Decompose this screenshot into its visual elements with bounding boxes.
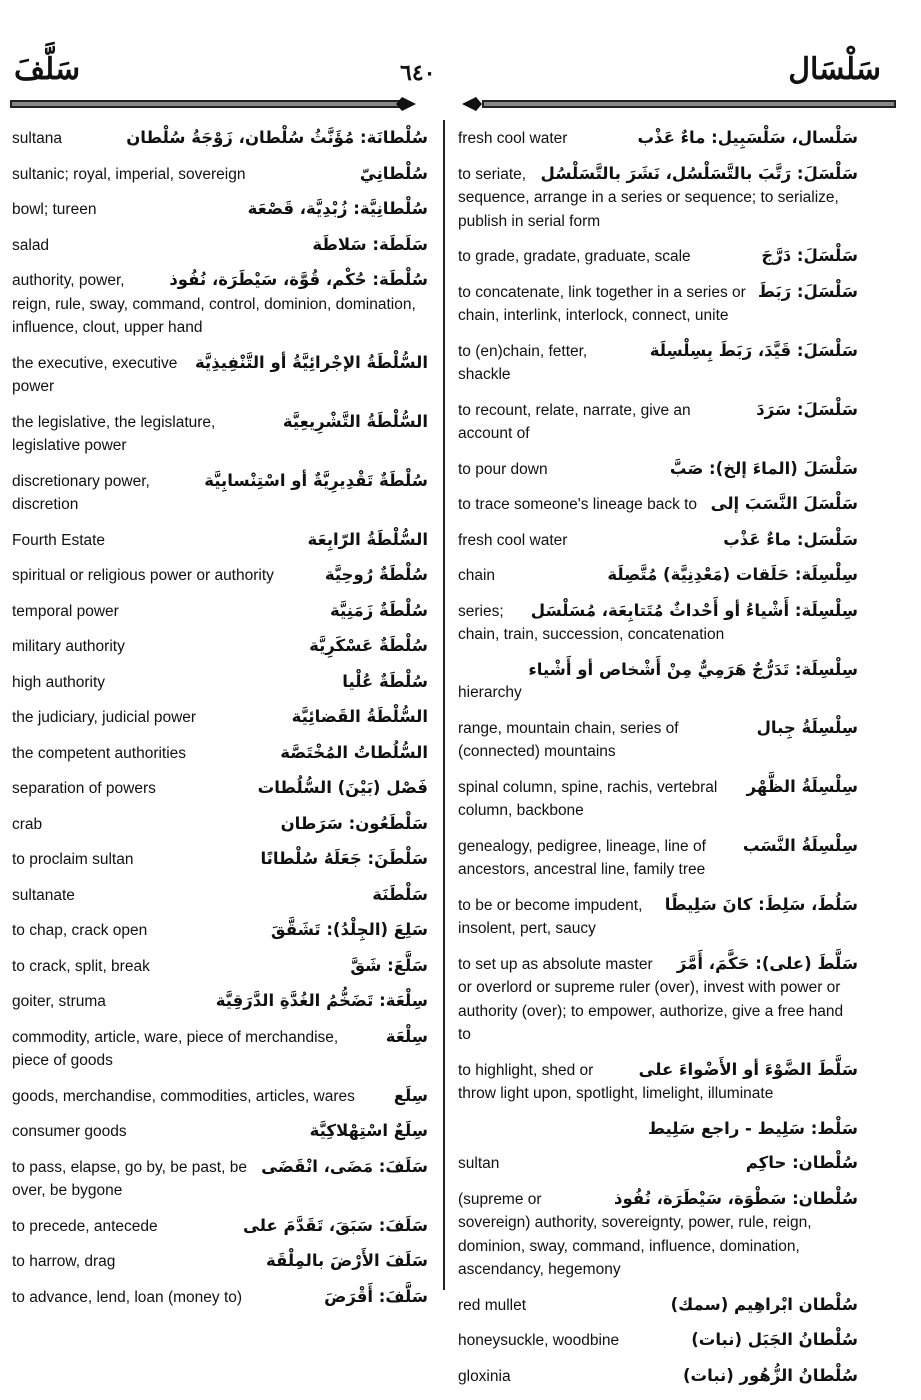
dictionary-entry (458, 529, 858, 553)
english-definition: series; chain, train, succession, concatenation (458, 602, 725, 643)
arabic-headword: سَلْسال، سَلْسَبِيل: ماءٌ عَذْب (637, 128, 858, 147)
arabic-headword: سِلْسِلَة: أَشْياءُ أو أَحْداثٌ مُتَتابِعَة، مُسَلْسَل (530, 600, 858, 620)
page-header (0, 0, 921, 120)
english-definition: gloxinia (458, 1367, 511, 1385)
english-definition: to crack, split, break (12, 957, 150, 975)
english-definition: sultan (458, 1155, 500, 1172)
arabic-headword: سَلْسَلَ: رَبَطَ (757, 281, 858, 301)
english-definition: high authority (12, 673, 106, 691)
dictionary-entry (12, 990, 428, 1014)
dictionary-entry (458, 1365, 858, 1389)
english-definition: to pass, elapse, go by, be past, be over, be bygone (12, 1158, 247, 1199)
english-definition: military authority (12, 638, 125, 655)
left-column (12, 127, 428, 1321)
dictionary-entry (458, 953, 858, 1047)
arabic-headword: سِلْسِلَةُ الظَّهْر (746, 776, 858, 796)
dictionary-entry (12, 884, 428, 908)
arabic-headword: سَلَطَة: سَلاطَة (312, 234, 428, 254)
arabic-headword: سَلْسَلَ: رَتَّبَ بالتَّسَلْسُل، نَشَرَ بالتَّسَلْسُل (540, 163, 858, 183)
english-definition: crab (12, 815, 43, 833)
arabic-headword: سُلْطَةٌ عَسْكَرِيَّة (309, 636, 428, 655)
arabic-headword: سُلْطانِيّ (359, 163, 428, 183)
dictionary-entry (12, 127, 428, 151)
english-definition: separation of powers (12, 780, 156, 797)
english-definition: bowl; tureen (12, 201, 97, 218)
english-definition: (supreme or sovereign) authority, sovereignty, power, rule, reign, dominion, sway, command, influence, domination, ascendancy, hegemony (458, 1190, 812, 1278)
arabic-headword: سُلْطان: حاكِم (745, 1153, 858, 1172)
arabic-headword: سَلَّطَ الضَّوْءَ أو الأَضْواءَ على (638, 1059, 858, 1079)
dictionary-entry (458, 1188, 858, 1282)
english-definition: sultanate (12, 886, 75, 904)
arabic-headword: السُّلُطاتُ المُخْتَصَّة (280, 742, 428, 762)
arabic-headword: سَلْسَل: ماءٌ عَذْب (723, 529, 858, 549)
english-definition: to recount, relate, narrate, give an account of (458, 401, 691, 442)
arabic-headword: سِلْسِلَةُ جِبال (756, 717, 858, 737)
arabic-headword: سِلْسِلَة: تَدَرُّجٌ هَرَمِيٌّ مِنْ أَشْخاص أو أَشْياء (528, 659, 858, 679)
arabic-headword: سَلْسَلَ: سَرَدَ (756, 399, 858, 419)
english-definition: to set up as absolute master or overlord or supreme ruler (over), invest with power or authority (over); to empower, authorize, give a free hand to (458, 955, 844, 1043)
arabic-headword: سُلْطانَة: مُؤَنَّثُ سُلْطان، زَوْجَةُ سُلْطان (126, 128, 428, 147)
dictionary-entry (458, 600, 858, 647)
dictionary-entry (12, 163, 428, 187)
left-running-headword: سَلَّفَ (14, 52, 81, 87)
english-definition: to proclaim sultan (12, 851, 134, 868)
arabic-headword: سُلْطان: سَطْوَة، سَيْطَرَة، نُفُوذ (614, 1188, 858, 1208)
arabic-headword: سَلَّعَ: شَقَّ (350, 955, 428, 975)
english-definition: chain (458, 567, 496, 584)
dictionary-entry (12, 1085, 428, 1109)
dictionary-entry (458, 835, 858, 882)
arabic-headword: سِلَع (393, 1085, 428, 1105)
arabic-headword: سُلْطانُ الزُّهُور (نبات) (683, 1365, 858, 1385)
english-definition: to trace someone's lineage back to (458, 496, 698, 513)
dictionary-entry (12, 1250, 428, 1274)
english-definition: fresh cool water (458, 531, 568, 549)
arabic-headword: سُلْطَةٌ عُلْيا (342, 671, 428, 691)
dictionary-entry (458, 340, 858, 387)
english-definition: to pour down (458, 460, 548, 478)
arabic-headword: سُلْطَةٌ رُوحِيَّة (324, 565, 428, 584)
dictionary-entry (12, 777, 428, 801)
dictionary-entry (458, 659, 858, 705)
english-definition: fresh cool water (458, 130, 568, 147)
dictionary-entry (458, 281, 858, 328)
english-definition: to seriate, sequence, arrange in a series or sequence; to serialize, publish in serial form (458, 165, 839, 230)
english-definition: to grade, gradate, graduate, scale (458, 248, 691, 265)
english-definition: to concatenate, link together in a series or chain, interlink, interlock, connect, unite (458, 283, 746, 324)
dictionary-entry (458, 163, 858, 234)
dictionary-entry (12, 411, 428, 458)
english-definition: to chap, crack open (12, 922, 148, 939)
dictionary-entry (12, 198, 428, 222)
arabic-headword: سُلْطَة: حُكْم، قُوَّة، سَيْطَرَة، نُفُوذ (169, 270, 428, 289)
arabic-headword: سَلْطَنَة (372, 884, 428, 904)
dictionary-entry (458, 564, 858, 588)
arabic-headword: سَلُطَ، سَلِطَ: كانَ سَلِيطًا (664, 894, 858, 914)
arabic-headword: سَلِعَ (الجِلْدُ): تَشَقَّقَ (270, 920, 428, 939)
dictionary-entry (12, 470, 428, 517)
arabic-headword: السُّلْطَةُ الإجْرائِيَّةُ أو التَّنْفِيذِيَّة (195, 352, 428, 372)
dictionary-entry (458, 894, 858, 941)
arabic-headword: السُّلْطَةُ التَّشْرِيعِيَّة (282, 411, 428, 431)
english-definition: temporal power (12, 602, 119, 620)
dictionary-entry (12, 671, 428, 695)
english-definition: the judiciary, judicial power (12, 709, 197, 726)
arabic-headword: السُّلْطَةُ الرّابِعَة (307, 529, 428, 549)
dictionary-entry (12, 1215, 428, 1239)
english-definition: to precede, antecede (12, 1217, 158, 1235)
english-definition: goiter, struma (12, 993, 106, 1010)
arabic-headword: سُلْطان ابْراهِيم (سمك) (670, 1294, 858, 1314)
english-definition: to highlight, shed or throw light upon, spotlight, limelight, illuminate (458, 1061, 774, 1102)
arabic-headword: سِلْعَة (385, 1026, 428, 1046)
arabic-headword: سَلْط: سَلِيط - راجع سَلِيط (647, 1118, 858, 1138)
dictionary-entry (458, 493, 858, 517)
english-definition: honeysuckle, woodbine (458, 1332, 620, 1349)
arabic-headword: سَلْطَعُون: سَرَطان (280, 813, 428, 833)
english-definition: red mullet (458, 1296, 527, 1314)
dictionary-entry (12, 269, 428, 340)
dictionary-entry (12, 234, 428, 258)
arabic-headword: سُلْطانُ الجَبَل (نبات) (691, 1330, 858, 1349)
arabic-headword: السُّلْطَةُ القَضائِيَّة (291, 707, 428, 726)
dictionary-entry (12, 919, 428, 943)
english-definition: hierarchy (458, 684, 522, 701)
arabic-headword: سَلَفَ: مَضَى، انْقَضَى (261, 1156, 428, 1176)
english-definition: to harrow, drag (12, 1253, 116, 1270)
dictionary-entry (12, 1156, 428, 1203)
arabic-headword: سِلْسِلَةُ النَّسَب (742, 835, 858, 855)
arabic-headword: سَلَفَ الأَرْضَ بالمِلْقَة (265, 1251, 428, 1270)
arabic-headword: سَلَّطَ (على): حَكَّمَ، أَمَّرَ (676, 953, 858, 973)
english-definition: spiritual or religious power or authority (12, 567, 274, 584)
english-definition: to be or become impudent, insolent, pert, saucy (458, 896, 643, 937)
arabic-headword: سِلَعٌ اسْتِهْلاكِيَّة (309, 1121, 428, 1140)
dictionary-entry (12, 848, 428, 872)
right-column (458, 127, 858, 1400)
english-definition: genealogy, pedigree, lineage, line of ancestors, ancestral line, family tree (458, 837, 706, 878)
dictionary-entry (458, 776, 858, 823)
english-definition: the legislative, the legislature, legislative power (12, 413, 216, 454)
arabic-headword: سَلَفَ: سَبَقَ، تَقَدَّمَ على (243, 1215, 428, 1235)
arabic-headword: سُلْطَةٌ تَقْدِيرِيَّةٌ أو اسْتِنْسابِيَّة (204, 470, 428, 490)
dictionary-entry (458, 458, 858, 482)
arabic-headword: سَلَّفَ: أَقْرَضَ (324, 1286, 428, 1306)
english-definition: Fourth Estate (12, 531, 106, 549)
arabic-headword: سُلْطَةٌ زَمَنِيَّة (330, 600, 428, 620)
dictionary-entry (458, 399, 858, 446)
english-definition: authority, power, reign, rule, sway, command, control, dominion, domination, influence, clout, upper hand (12, 272, 416, 336)
dictionary-entry (12, 742, 428, 766)
dictionary-entry (458, 1152, 858, 1176)
arabic-headword: سَلْسَلَ: دَرَّجَ (761, 246, 858, 265)
decorative-rule-right (462, 97, 896, 111)
english-definition: goods, merchandise, commodities, articles, wares (12, 1087, 355, 1105)
english-definition: sultanic; royal, imperial, sovereign (12, 165, 246, 183)
dictionary-entry (458, 1329, 858, 1353)
dictionary-entry (12, 600, 428, 624)
arabic-headword: سَلْسَلَ: قَيَّدَ، رَبَطَ بِسِلْسِلَة (649, 340, 858, 360)
english-definition: to advance, lend, loan (money to) (12, 1288, 243, 1306)
dictionary-entry (12, 706, 428, 730)
arabic-headword: سَلْسَلَ النَّسَبَ إلى (710, 494, 858, 513)
dictionary-entry (458, 245, 858, 269)
dictionary-entry (458, 1294, 858, 1318)
dictionary-entry (12, 564, 428, 588)
dictionary-entry (12, 1286, 428, 1310)
dictionary-entry (12, 352, 428, 399)
english-definition: the executive, executive power (12, 354, 178, 395)
english-definition: range, mountain chain, series of (connected) mountains (458, 719, 679, 760)
arabic-headword: سُلْطانِيَّة: زُبْدِيَّة، قَصْعَة (247, 199, 428, 218)
dictionary-entry (458, 1059, 858, 1106)
arabic-headword: سِلْعَة: تَضَخُّمُ الغُدَّةِ الدَّرَقِيَّة (215, 991, 428, 1010)
dictionary-entry (12, 635, 428, 659)
english-definition: consumer goods (12, 1123, 127, 1140)
right-running-headword: سَلْسَال (788, 52, 881, 87)
english-definition: sultana (12, 130, 62, 147)
dictionary-entry (12, 529, 428, 553)
arabic-headword: سِلْسِلَة: حَلَقات (مَعْدِنِيَّة) مُتَّصِلَة (607, 565, 858, 584)
dictionary-entry (458, 127, 858, 151)
dictionary-entry (12, 1026, 428, 1073)
dictionary-entry (12, 813, 428, 837)
page-number: ٦٤٠ (400, 60, 436, 86)
dictionary-entry (12, 955, 428, 979)
arabic-headword: سَلْسَلَ (الماءَ إلخ): صَبَّ (669, 458, 858, 478)
arabic-headword: سَلْطَنَ: جَعَلَهُ سُلْطانًا (260, 849, 428, 868)
decorative-rule-left (10, 97, 422, 111)
dictionary-entry (458, 1118, 858, 1141)
arabic-headword: فَصْل (بَيْنَ) السُّلُطات (257, 778, 428, 797)
english-definition: commodity, article, ware, piece of merchandise, piece of goods (12, 1028, 339, 1069)
english-definition: spinal column, spine, rachis, vertebral column, backbone (458, 778, 718, 819)
dictionary-entry (458, 717, 858, 764)
english-definition: discretionary power, discretion (12, 472, 150, 513)
english-definition: salad (12, 236, 50, 254)
dictionary-entry (12, 1120, 428, 1144)
english-definition: the competent authorities (12, 744, 187, 762)
english-definition: to (en)chain, fetter, shackle (458, 342, 588, 383)
column-divider (443, 120, 445, 1290)
